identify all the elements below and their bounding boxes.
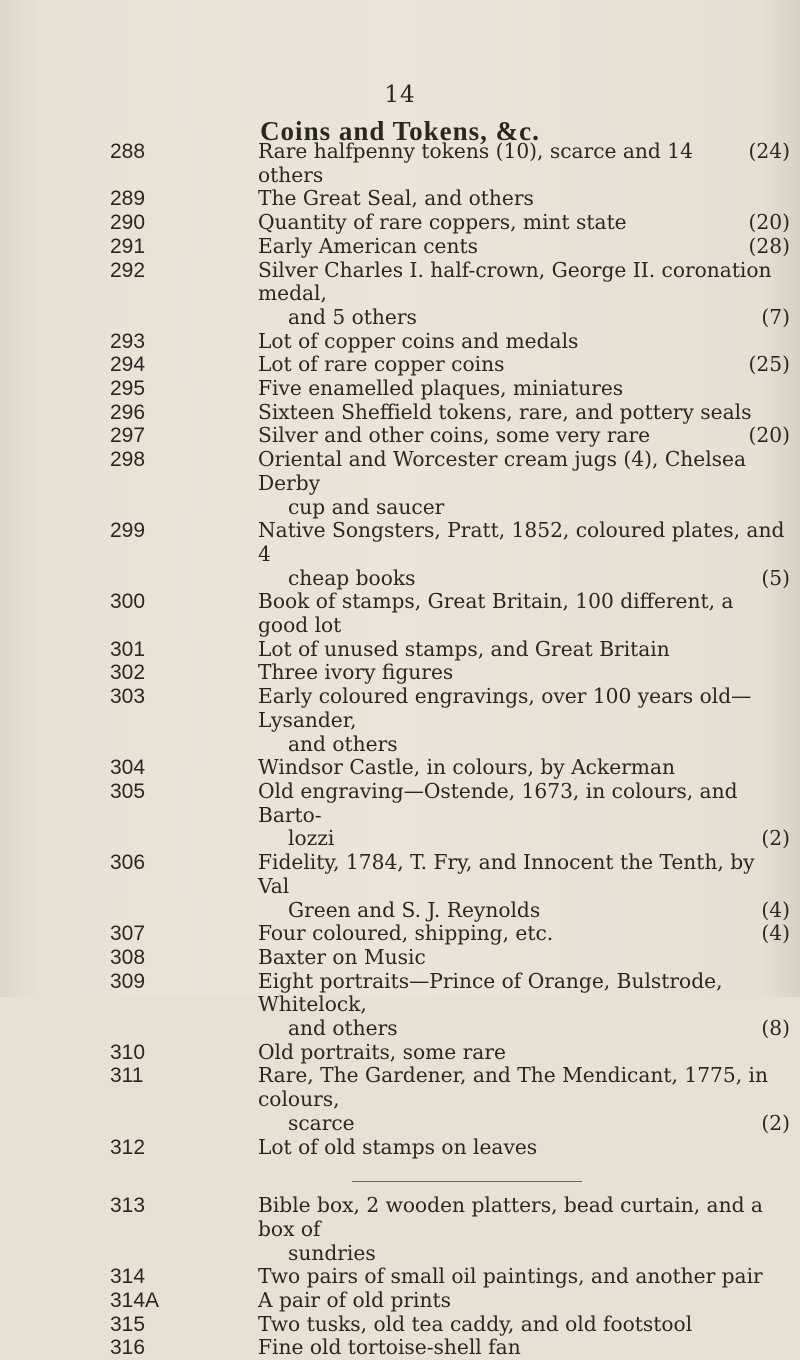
lot-text-continued-label: sundries	[288, 1240, 376, 1265]
lot-text: Native Songsters, Pratt, 1852, coloured plates, and 4	[258, 518, 785, 566]
lot-number: 301	[110, 637, 146, 661]
lot-quantity: (7)	[761, 304, 790, 329]
lot-row	[110, 328, 790, 354]
lot-text: Rare halfpenny tokens (10), scarce and 14 others	[258, 139, 693, 187]
lot-number: 294	[110, 353, 146, 377]
lot-text: A pair of old prints	[258, 1288, 451, 1313]
page-number: 14	[384, 82, 416, 108]
lot-row	[110, 1264, 790, 1289]
lot-quantity: (25)	[748, 352, 790, 377]
lot-text: Eight portraits—Prince of Orange, Bulstrode, Whitelock,	[258, 968, 723, 1017]
lot-row	[110, 1335, 790, 1360]
lot-description	[258, 1265, 790, 1289]
lot-number: 309	[110, 969, 146, 993]
lot-number: 292	[110, 258, 146, 282]
lot-text-continued	[258, 899, 790, 923]
lot-text: Early coloured engravings, over 100 years old—Lysander,	[258, 684, 752, 732]
lot-number: 310	[110, 1040, 146, 1064]
lot-number: 293	[110, 329, 146, 353]
lot-row	[110, 352, 790, 377]
lot-text-continued	[258, 733, 790, 757]
lot-row	[110, 1039, 790, 1065]
lot-description	[258, 187, 790, 211]
lot-quantity: (8)	[761, 1016, 790, 1041]
lot-row	[110, 399, 790, 425]
lot-description	[258, 519, 790, 590]
lot-text-continued	[258, 1242, 790, 1266]
lot-number: 288	[110, 140, 146, 163]
lot-quantity: (2)	[761, 1110, 790, 1135]
lot-row	[110, 778, 790, 851]
lot-description	[258, 1041, 790, 1065]
lot-number: 303	[110, 685, 146, 709]
lot-text-continued-label: and others	[288, 1016, 398, 1041]
lot-text: Bible box, 2 wooden platters, bead curtain, and a box of	[258, 1193, 763, 1241]
lot-row	[110, 660, 790, 685]
lot-number: 315	[110, 1312, 146, 1336]
lot-row	[110, 257, 790, 330]
lot-text-continued-label: lozzi	[288, 826, 335, 851]
lot-row	[110, 636, 790, 662]
lot-number: 299	[110, 519, 146, 543]
lot-description	[258, 377, 790, 401]
lot-text: Lot of copper coins and medals	[258, 328, 579, 353]
lot-description	[258, 1336, 790, 1360]
lot-quantity: (28)	[748, 233, 790, 258]
section-divider	[352, 1181, 582, 1182]
lot-number: 302	[110, 661, 146, 685]
lot-row	[110, 850, 790, 922]
lot-description	[258, 235, 790, 259]
lot-description	[258, 590, 790, 637]
lot-row	[110, 210, 790, 235]
lot-description	[258, 946, 790, 970]
lot-text: Old portraits, some rare	[258, 1039, 506, 1064]
lot-description	[258, 140, 790, 187]
lot-number: 314	[110, 1265, 146, 1289]
lot-description	[258, 685, 790, 756]
lot-text-continued	[258, 1017, 790, 1041]
lot-description	[258, 851, 790, 922]
lot-number: 296	[110, 400, 146, 424]
lot-description	[258, 1136, 790, 1160]
lot-text: Silver and other coins, some very rare	[258, 423, 651, 448]
lot-row	[110, 589, 790, 638]
lot-text: Quantity of rare coppers, mint state	[258, 210, 627, 235]
lot-text: Two pairs of small oil paintings, and another pair	[258, 1264, 763, 1289]
lot-row	[110, 139, 790, 187]
lot-row	[110, 1311, 790, 1337]
lot-text: Three ivory figures	[258, 660, 454, 685]
lot-description	[258, 448, 790, 519]
lot-number: 304	[110, 756, 146, 780]
lot-quantity: (4)	[761, 921, 790, 946]
lot-row	[110, 518, 790, 590]
lot-text: Fine old tortoise-shell fan	[258, 1335, 521, 1360]
lot-text-continued	[258, 827, 790, 851]
lot-description	[258, 259, 790, 330]
lot-number: 290	[110, 211, 146, 235]
lot-text: Windsor Castle, in colours, by Ackerman	[258, 755, 675, 780]
lot-list	[110, 139, 790, 1360]
lot-row	[110, 684, 790, 756]
lot-number: 308	[110, 945, 146, 969]
section-heading: Coins and Tokens, &c.	[260, 116, 540, 146]
lot-number: 295	[110, 377, 146, 401]
lot-text: Four coloured, shipping, etc.	[258, 921, 554, 946]
lot-number: 314A	[110, 1289, 160, 1313]
lot-quantity: (2)	[761, 826, 790, 851]
lot-description	[258, 353, 790, 377]
lot-number: 298	[110, 448, 146, 472]
lot-number: 297	[110, 424, 146, 448]
lot-text: Early American cents	[258, 233, 478, 258]
lot-text-continued-label: cup and saucer	[288, 494, 445, 519]
lot-description	[258, 922, 790, 946]
lot-row	[110, 447, 790, 519]
lot-text: Lot of unused stamps, and Great Britain	[258, 636, 670, 661]
lot-text-continued	[258, 496, 790, 520]
lot-number: 311	[110, 1064, 144, 1088]
lot-description	[258, 1064, 790, 1135]
lot-number: 312	[110, 1135, 146, 1159]
lot-text-continued-label: scarce	[288, 1110, 355, 1135]
lot-text: Two tusks, old tea caddy, and old footstool	[258, 1311, 693, 1336]
lot-group-sundries	[110, 1193, 790, 1360]
lot-description	[258, 1289, 790, 1313]
lot-text: Five enamelled plaques, miniatures	[258, 376, 624, 401]
lot-text-continued-label: cheap books	[288, 565, 416, 590]
lot-description	[258, 756, 790, 780]
lot-description	[258, 401, 790, 425]
lot-row	[110, 1063, 790, 1135]
lot-text-continued-label: and 5 others	[288, 304, 417, 329]
lot-number: 289	[110, 187, 146, 211]
lot-number: 305	[110, 779, 146, 803]
lot-text: The Great Seal, and others	[258, 186, 534, 211]
lot-row	[110, 755, 790, 780]
lot-description	[258, 211, 790, 235]
lot-row	[110, 423, 790, 448]
lot-number: 291	[110, 234, 146, 258]
lot-quantity: (24)	[748, 139, 790, 163]
lot-description	[258, 424, 790, 448]
lot-text: Lot of rare copper coins	[258, 352, 505, 377]
lot-text-continued-label: and others	[288, 731, 398, 756]
lot-quantity: (20)	[748, 423, 790, 448]
lot-row	[110, 186, 790, 211]
lot-quantity: (4)	[761, 897, 790, 922]
lot-text: Baxter on Music	[258, 944, 426, 969]
lot-quantity: (5)	[761, 565, 790, 590]
lot-text: Fidelity, 1784, T. Fry, and Innocent the Tenth, by Val	[258, 850, 755, 898]
lot-text: Rare, The Gardener, and The Mendicant, 1775, in colours,	[258, 1063, 769, 1112]
lot-row	[110, 968, 790, 1041]
lot-text: Silver Charles I. half-crown, George II. coronation medal,	[258, 257, 772, 306]
lot-number: 306	[110, 851, 146, 875]
lot-row	[110, 1193, 790, 1265]
lot-text: Sixteen Sheffield tokens, rare, and pottery seals	[258, 399, 752, 424]
lot-number: 316	[110, 1336, 146, 1360]
lot-description	[258, 1313, 790, 1337]
lot-description	[258, 638, 790, 662]
lot-row	[110, 1134, 790, 1160]
lot-text-continued-label: Green and S. J. Reynolds	[288, 897, 541, 922]
lot-number: 313	[110, 1194, 146, 1218]
lot-text: Lot of old stamps on leaves	[258, 1134, 538, 1159]
lot-text-continued	[258, 306, 790, 330]
lot-text: Old engraving—Ostende, 1673, in colours, and Barto-	[258, 778, 738, 827]
lot-row	[110, 233, 790, 259]
lot-description	[258, 330, 790, 354]
lot-text-continued	[258, 567, 790, 591]
lot-description	[258, 1194, 790, 1265]
lot-description	[258, 661, 790, 685]
lot-quantity: (20)	[748, 210, 790, 235]
lot-text: Oriental and Worcester cream jugs (4), Chelsea Derby	[258, 447, 747, 495]
lot-number: 300	[110, 590, 146, 614]
lot-row	[110, 1288, 790, 1313]
lot-row	[110, 921, 790, 946]
lot-description	[258, 780, 790, 851]
lot-description	[258, 970, 790, 1041]
lot-number: 307	[110, 922, 146, 946]
lot-group-coins	[110, 139, 790, 1159]
lot-text-continued	[258, 1112, 790, 1136]
lot-text: Book of stamps, Great Britain, 100 different, a good lot	[258, 589, 734, 638]
lot-row	[110, 376, 790, 401]
lot-row	[110, 944, 790, 970]
